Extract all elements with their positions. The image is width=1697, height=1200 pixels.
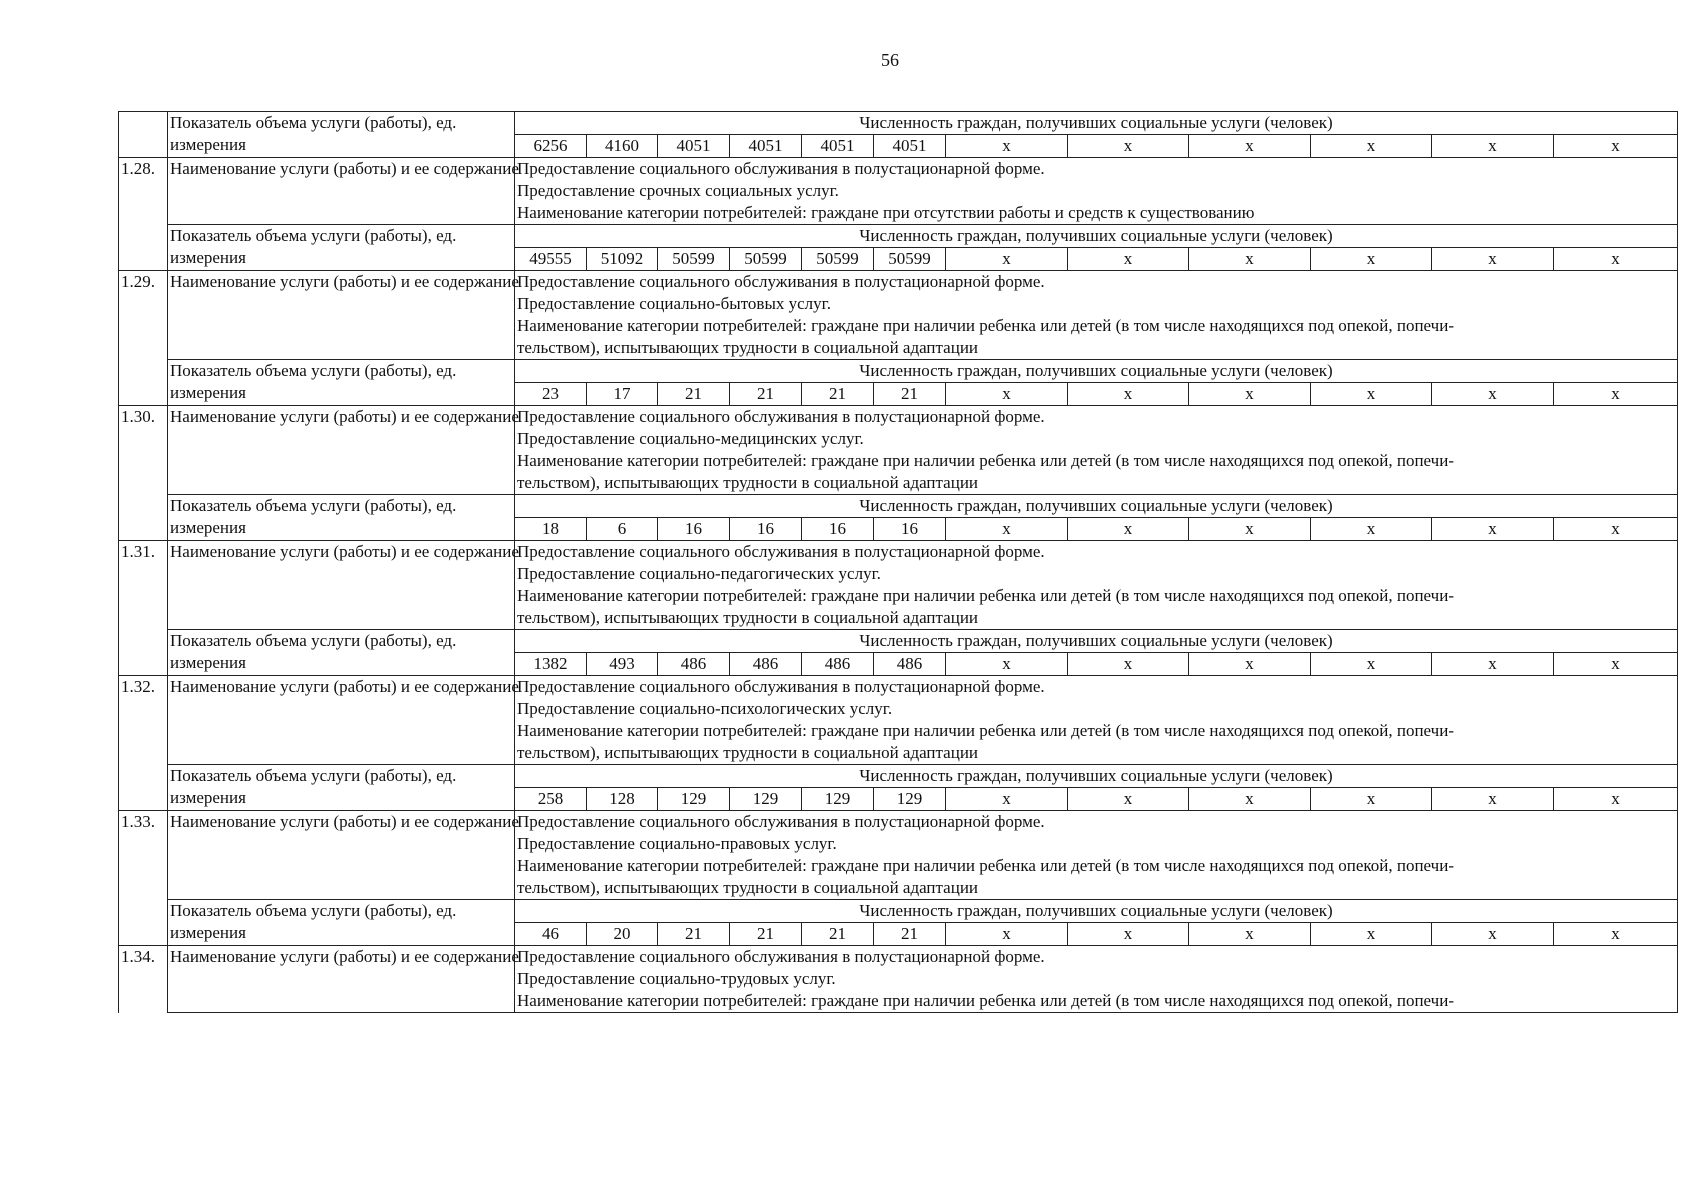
volume-value-cell: 486 xyxy=(874,653,946,676)
volume-unit: Численность граждан, получивших социальные услуги (человек) xyxy=(515,112,1678,135)
service-description xyxy=(515,676,1678,765)
volume-unit: Численность граждан, получивших социальные услуги (человек) xyxy=(515,900,1678,923)
service-description-line: Предоставление социального обслуживания в полустационарной форме. xyxy=(517,947,1045,966)
volume-value-cell: x xyxy=(1432,653,1554,676)
volume-label-top: Показатель объема услуги (работы), ед. xyxy=(170,766,457,785)
volume-value-cell: x xyxy=(1311,788,1432,811)
number-cell-empty xyxy=(119,112,168,135)
volume-value-cell: x xyxy=(1068,383,1189,406)
service-description xyxy=(515,271,1678,360)
volume-value-cell: 21 xyxy=(874,383,946,406)
number-cell-empty xyxy=(119,495,168,518)
volume-header-row xyxy=(119,630,1678,653)
volume-value-cell: x xyxy=(1432,788,1554,811)
volume-unit: Численность граждан, получивших социальные услуги (человек) xyxy=(515,360,1678,383)
volume-value-cell: 16 xyxy=(730,518,802,541)
volume-value-cell: 50599 xyxy=(802,248,874,271)
volume-value-cell: x xyxy=(1068,653,1189,676)
volume-label xyxy=(168,112,515,158)
number-cell-empty xyxy=(119,923,168,946)
volume-value-cell: x xyxy=(1432,383,1554,406)
volume-value-cell: 4051 xyxy=(874,135,946,158)
volume-label-top: Показатель объема услуги (работы), ед. xyxy=(170,631,457,650)
volume-label-top: Показатель объема услуги (работы), ед. xyxy=(170,901,457,920)
number-cell-empty xyxy=(119,630,168,653)
service-description xyxy=(515,946,1678,1013)
volume-value-cell: x xyxy=(946,135,1068,158)
service-name-label: Наименование услуги (работы) и ее содержание xyxy=(168,811,515,900)
volume-value-cell: x xyxy=(1432,518,1554,541)
volume-value-cell: x xyxy=(1311,653,1432,676)
service-description-line: Предоставление социально-педагогических услуг. xyxy=(517,564,881,583)
volume-label xyxy=(168,900,515,946)
volume-value-cell: 4051 xyxy=(730,135,802,158)
volume-value-cell: 129 xyxy=(802,788,874,811)
service-row xyxy=(119,676,1678,765)
volume-value-cell: 129 xyxy=(730,788,802,811)
service-description-line: Предоставление социально-правовых услуг. xyxy=(517,834,837,853)
volume-value-cell: 21 xyxy=(802,923,874,946)
services-table xyxy=(118,111,1678,1013)
service-name-label: Наименование услуги (работы) и ее содержание xyxy=(168,676,515,765)
volume-value-cell: x xyxy=(1068,135,1189,158)
service-description-line: Наименование категории потребителей: граждане при наличии ребенка или детей (в том числе находящихся под опекой, попечи- xyxy=(517,451,1454,470)
volume-unit: Численность граждан, получивших социальные услуги (человек) xyxy=(515,630,1678,653)
service-description-line: Предоставление социально-трудовых услуг. xyxy=(517,969,836,988)
number-cell-empty xyxy=(119,135,168,158)
volume-value-cell: x xyxy=(1311,383,1432,406)
volume-value-cell: x xyxy=(1068,248,1189,271)
service-description-line: Наименование категории потребителей: граждане при наличии ребенка или детей (в том числе находящихся под опекой, попечи- xyxy=(517,316,1454,335)
volume-value-cell: 16 xyxy=(802,518,874,541)
service-description-line: Предоставление социального обслуживания в полустационарной форме. xyxy=(517,812,1045,831)
volume-header-row xyxy=(119,900,1678,923)
volume-label-bottom: измерения xyxy=(170,653,246,672)
volume-value-cell: x xyxy=(946,248,1068,271)
service-description-line: Предоставление социального обслуживания в полустационарной форме. xyxy=(517,542,1045,561)
volume-value-cell: 4051 xyxy=(658,135,730,158)
volume-value-cell: 21 xyxy=(658,383,730,406)
volume-value-cell: x xyxy=(1189,788,1311,811)
service-number: 1.33. xyxy=(119,811,168,900)
service-name-label: Наименование услуги (работы) и ее содержание xyxy=(168,541,515,630)
service-description-line: Наименование категории потребителей: граждане при наличии ребенка или детей (в том числе находящихся под опекой, попечи- xyxy=(517,991,1454,1010)
volume-label xyxy=(168,225,515,271)
service-number: 1.29. xyxy=(119,271,168,360)
number-cell-empty xyxy=(119,765,168,788)
service-row xyxy=(119,541,1678,630)
number-cell-empty xyxy=(119,383,168,406)
volume-value-cell: 21 xyxy=(658,923,730,946)
volume-value-cell: 21 xyxy=(730,923,802,946)
volume-value-cell: x xyxy=(1554,653,1678,676)
volume-value-cell: 50599 xyxy=(874,248,946,271)
volume-value-cell: x xyxy=(946,383,1068,406)
service-description-line: Наименование категории потребителей: граждане при отсутствии работы и средств к существованию xyxy=(517,203,1255,222)
volume-value-cell: x xyxy=(1068,518,1189,541)
volume-value-cell: 6 xyxy=(587,518,658,541)
volume-value-cell: 50599 xyxy=(658,248,730,271)
volume-value-cell: 258 xyxy=(515,788,587,811)
service-description-line: тельством), испытывающих трудности в социальной адаптации xyxy=(517,608,979,627)
volume-value-cell: x xyxy=(1311,248,1432,271)
volume-value-cell: x xyxy=(946,653,1068,676)
volume-value-cell: 6256 xyxy=(515,135,587,158)
service-description-line: Предоставление социально-медицинских услуг. xyxy=(517,429,864,448)
volume-value-cell: x xyxy=(1189,653,1311,676)
volume-label xyxy=(168,495,515,541)
volume-label-bottom: измерения xyxy=(170,248,246,267)
number-cell-empty xyxy=(119,248,168,271)
page-number: 56 xyxy=(881,50,899,70)
volume-value-cell: 129 xyxy=(874,788,946,811)
service-description-line: тельством), испытывающих трудности в социальной адаптации xyxy=(517,878,979,897)
volume-unit: Численность граждан, получивших социальные услуги (человек) xyxy=(515,765,1678,788)
volume-value-cell: x xyxy=(1554,518,1678,541)
volume-value-cell: x xyxy=(946,518,1068,541)
volume-value-cell: 128 xyxy=(587,788,658,811)
volume-value-cell: x xyxy=(1189,383,1311,406)
volume-value-cell: 51092 xyxy=(587,248,658,271)
service-description-line: Предоставление социально-психологических услуг. xyxy=(517,699,893,718)
service-description-line: Предоставление социального обслуживания в полустационарной форме. xyxy=(517,677,1045,696)
service-description-line: тельством), испытывающих трудности в социальной адаптации xyxy=(517,473,979,492)
volume-value-cell: 16 xyxy=(874,518,946,541)
service-description-line: тельством), испытывающих трудности в социальной адаптации xyxy=(517,743,979,762)
volume-header-row xyxy=(119,360,1678,383)
volume-value-cell: x xyxy=(1554,923,1678,946)
volume-value-cell: x xyxy=(1189,135,1311,158)
service-row xyxy=(119,158,1678,225)
service-description xyxy=(515,406,1678,495)
service-number: 1.34. xyxy=(119,946,168,1013)
volume-label-bottom: измерения xyxy=(170,135,246,154)
service-number: 1.31. xyxy=(119,541,168,630)
volume-value-cell: x xyxy=(1068,788,1189,811)
volume-label-bottom: измерения xyxy=(170,518,246,537)
volume-value-cell: 486 xyxy=(802,653,874,676)
service-row xyxy=(119,406,1678,495)
volume-value-cell: x xyxy=(1554,383,1678,406)
volume-value-cell: 4051 xyxy=(802,135,874,158)
volume-value-cell: x xyxy=(946,923,1068,946)
volume-value-cell: x xyxy=(1189,518,1311,541)
volume-value-cell: 21 xyxy=(730,383,802,406)
volume-label-bottom: измерения xyxy=(170,923,246,942)
volume-label-top: Показатель объема услуги (работы), ед. xyxy=(170,113,457,132)
service-row xyxy=(119,946,1678,1013)
number-cell-empty xyxy=(119,900,168,923)
service-number: 1.30. xyxy=(119,406,168,495)
number-cell-empty xyxy=(119,788,168,811)
number-cell-empty xyxy=(119,225,168,248)
volume-label-top: Показатель объема услуги (работы), ед. xyxy=(170,496,457,515)
service-description-line: Предоставление социального обслуживания в полустационарной форме. xyxy=(517,407,1045,426)
service-description-line: Предоставление срочных социальных услуг. xyxy=(517,181,839,200)
volume-value-cell: 4160 xyxy=(587,135,658,158)
volume-label xyxy=(168,630,515,676)
volume-value-cell: 486 xyxy=(730,653,802,676)
number-cell-empty xyxy=(119,518,168,541)
volume-value-cell: x xyxy=(1189,923,1311,946)
service-name-label: Наименование услуги (работы) и ее содержание xyxy=(168,271,515,360)
volume-unit: Численность граждан, получивших социальные услуги (человек) xyxy=(515,495,1678,518)
volume-value-cell: x xyxy=(1554,788,1678,811)
volume-value-cell: 20 xyxy=(587,923,658,946)
volume-value-cell: x xyxy=(1311,518,1432,541)
volume-value-cell: x xyxy=(1432,248,1554,271)
volume-value-cell: x xyxy=(1432,923,1554,946)
service-number: 1.32. xyxy=(119,676,168,765)
service-description xyxy=(515,158,1678,225)
volume-value-cell: x xyxy=(1189,248,1311,271)
volume-value-cell: x xyxy=(1311,923,1432,946)
volume-value-cell: 23 xyxy=(515,383,587,406)
volume-value-cell: 486 xyxy=(658,653,730,676)
volume-value-cell: 50599 xyxy=(730,248,802,271)
volume-value-cell: 493 xyxy=(587,653,658,676)
service-description xyxy=(515,541,1678,630)
number-cell-empty xyxy=(119,653,168,676)
volume-value-cell: x xyxy=(1432,135,1554,158)
service-description-line: Предоставление социального обслуживания в полустационарной форме. xyxy=(517,159,1045,178)
service-description-line: тельством), испытывающих трудности в социальной адаптации xyxy=(517,338,979,357)
volume-value-cell: x xyxy=(1554,248,1678,271)
number-cell-empty xyxy=(119,360,168,383)
service-description-line: Наименование категории потребителей: граждане при наличии ребенка или детей (в том числе находящихся под опекой, попечи- xyxy=(517,856,1454,875)
service-description-line: Наименование категории потребителей: граждане при наличии ребенка или детей (в том числе находящихся под опекой, попечи- xyxy=(517,721,1454,740)
volume-header-row xyxy=(119,495,1678,518)
volume-value-cell: x xyxy=(1068,923,1189,946)
service-name-label: Наименование услуги (работы) и ее содержание xyxy=(168,158,515,225)
volume-label xyxy=(168,765,515,811)
volume-value-cell: x xyxy=(1554,135,1678,158)
volume-value-cell: 21 xyxy=(874,923,946,946)
volume-label-bottom: измерения xyxy=(170,788,246,807)
service-description-line: Предоставление социально-бытовых услуг. xyxy=(517,294,831,313)
service-description-line: Наименование категории потребителей: граждане при наличии ребенка или детей (в том числе находящихся под опекой, попечи- xyxy=(517,586,1454,605)
volume-label-bottom: измерения xyxy=(170,383,246,402)
volume-value-cell: 21 xyxy=(802,383,874,406)
service-row xyxy=(119,811,1678,900)
service-name-label: Наименование услуги (работы) и ее содержание xyxy=(168,406,515,495)
volume-value-cell: 17 xyxy=(587,383,658,406)
volume-value-cell: x xyxy=(946,788,1068,811)
volume-unit: Численность граждан, получивших социальные услуги (человек) xyxy=(515,225,1678,248)
service-number: 1.28. xyxy=(119,158,168,225)
service-name-label: Наименование услуги (работы) и ее содержание xyxy=(168,946,515,1013)
volume-value-cell: 49555 xyxy=(515,248,587,271)
volume-value-cell: 129 xyxy=(658,788,730,811)
volume-value-cell: 1382 xyxy=(515,653,587,676)
volume-value-cell: 16 xyxy=(658,518,730,541)
volume-label xyxy=(168,360,515,406)
volume-label-top: Показатель объема услуги (работы), ед. xyxy=(170,226,457,245)
service-description-line: Предоставление социального обслуживания в полустационарной форме. xyxy=(517,272,1045,291)
volume-header-row xyxy=(119,225,1678,248)
volume-value-cell: 46 xyxy=(515,923,587,946)
service-row xyxy=(119,271,1678,360)
volume-value-cell: 18 xyxy=(515,518,587,541)
volume-label-top: Показатель объема услуги (работы), ед. xyxy=(170,361,457,380)
volume-value-cell: x xyxy=(1311,135,1432,158)
volume-header-row xyxy=(119,112,1678,135)
service-description xyxy=(515,811,1678,900)
volume-header-row xyxy=(119,765,1678,788)
